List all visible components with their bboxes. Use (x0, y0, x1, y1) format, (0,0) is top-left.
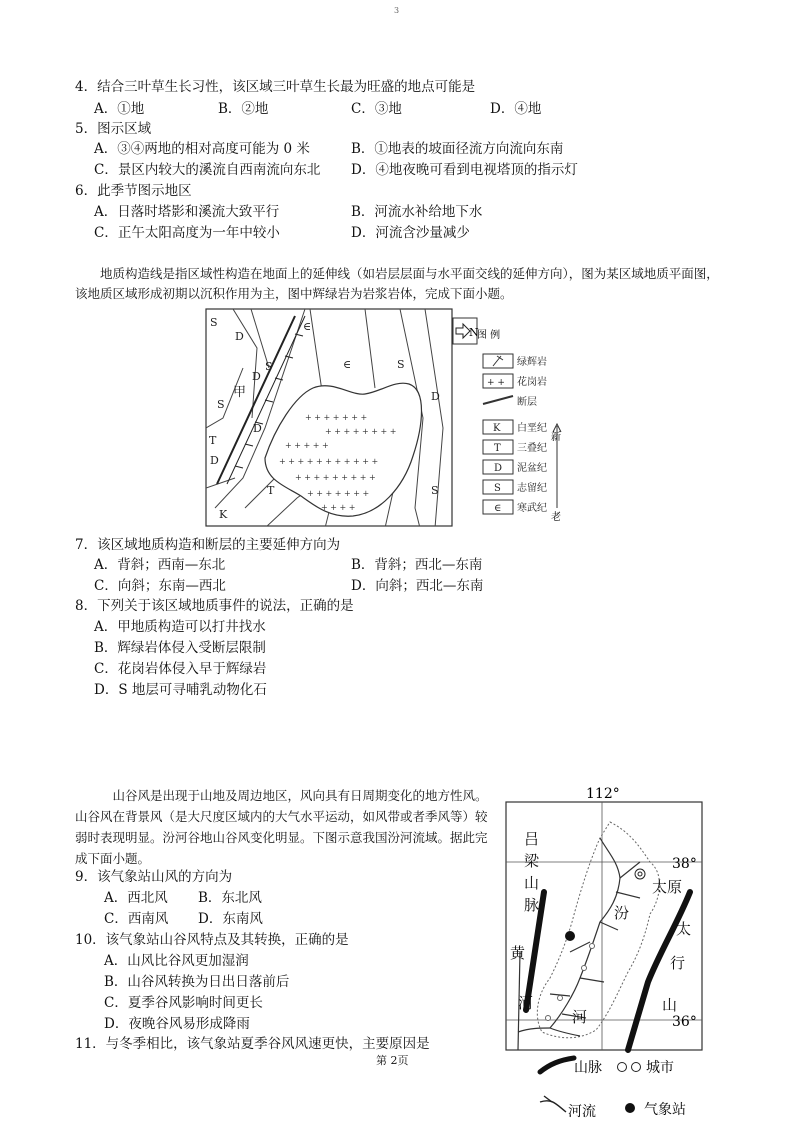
page-mark: 3 (394, 6, 400, 15)
label-s-4: S (217, 398, 225, 411)
lvliang-char-1: 吕 (524, 830, 540, 848)
legend-city: 城市 (646, 1060, 674, 1076)
age-new-label: 新 (551, 432, 561, 443)
q6-option-c: C．正午太阳高度为一年中较小 (94, 225, 280, 241)
lvliang-char-2: 梁 (524, 852, 540, 870)
label-t-1: T (209, 434, 217, 447)
legend-cambrian: 寒武纪 (517, 503, 547, 514)
legend-devonian: 泥盆纪 (517, 463, 547, 474)
lvliang-char-4: 脉 (524, 896, 540, 914)
q5-option-b: B．①地表的坡面径流方向流向东南 (351, 141, 564, 157)
legend-sym-s: S (494, 483, 501, 494)
svg-text:+ + + + +: + + + + + (285, 441, 329, 450)
age-old-label: 老 (551, 512, 561, 523)
lvliang-char-3: 山 (524, 874, 540, 892)
legend-silurian: 志留纪 (517, 483, 547, 494)
q11-stem: 11．与冬季相比，该气象站夏季谷风风速更快，主要原因是 (75, 1036, 430, 1052)
q9-stem: 9．该气象站山风的方向为 (75, 869, 233, 885)
svg-text:+ + + + + + +: + + + + + + + (305, 413, 368, 422)
label-d-1: D (235, 330, 244, 343)
fen-label: 汾 (614, 904, 630, 922)
q7-stem: 7．该区域地质构造和断层的主要延伸方向为 (75, 537, 341, 553)
q8-option-d: D．S 地层可寻哺乳动物化石 (94, 682, 267, 698)
svg-text:+ + + +: + + + + (321, 503, 356, 512)
legend-fault: 断层 (517, 397, 537, 408)
q8-option-a: A．甲地质构造可以打井找水 (94, 619, 266, 635)
svg-text:+ + + + + + +: + + + + + + + (307, 489, 370, 498)
page-number: 第 2页 (376, 1054, 409, 1067)
q9-option-a: A．西北风 (104, 890, 168, 906)
legend-mountain: 山脉 (574, 1060, 602, 1076)
svg-text:+ + + + + + + + + + +: + + + + + + + + + + + (279, 457, 379, 466)
q6-option-d: D．河流含沙量减少 (351, 225, 470, 241)
label-d-2: D (252, 370, 261, 383)
q5-option-a: A．③④两地的相对高度可能为 0 米 (94, 141, 310, 157)
q8-stem: 8．下列关于该区域地质事件的说法，正确的是 (75, 598, 354, 614)
valley-wind-passage: 山谷风是出现于山地及周边地区，风向具有日周期变化的地方性风。山谷风在背景风（是大尺度区域内的大气水平运动，如风带或者季风等）较弱时表现明显。汾河谷地山谷风变化明显。下图示意我国汾河流域。据此完成下面小题。 (75, 788, 488, 866)
geology-passage: 地质构造线是指区域性构造在地面上的延伸线（如岩层层面与水平面交线的延伸方向），图为某区域地质平面图，该地质区域形成初期以沉积作用为主，图中辉绿岩为岩浆岩体，完成下面小题。 (75, 266, 719, 301)
q7-option-c: C．向斜；东南—西北 (94, 578, 226, 594)
q7-option-a: A．背斜；西南—东北 (94, 557, 226, 573)
fenhe-he-label: 河 (572, 1008, 588, 1026)
label-s-3: S (397, 358, 405, 371)
label-s-2: S (265, 360, 273, 373)
q4-option-b: B．②地 (218, 101, 269, 117)
q8-option-b: B．辉绿岩体侵入受断层限制 (94, 640, 266, 656)
huanghe-he-label: 河 (518, 994, 534, 1012)
legend-sym-e: ∈ (494, 503, 502, 514)
q6-option-b: B．河流水补给地下水 (351, 204, 483, 220)
label-s-5: S (431, 484, 439, 497)
legend-river-icon (540, 1101, 566, 1112)
q10-option-a: A．山风比谷风更加湿润 (104, 953, 249, 969)
legend-mountain-icon (540, 1058, 574, 1072)
legend-sym-d: D (494, 463, 503, 474)
label-d-4: D (431, 390, 440, 403)
label-e-2: ∈ (343, 358, 352, 371)
svg-text:+ + + + + + + + +: + + + + + + + + + (295, 473, 376, 482)
q5-stem: 5．图示区域 (75, 121, 152, 137)
lat-label-38: 38° (672, 856, 697, 872)
svg-text:+ + + + + + + +: + + + + + + + + (325, 427, 397, 436)
q6-stem: 6．此季节图示地区 (75, 183, 192, 199)
q6-option-a: A．日落时塔影和溪流大致平行 (94, 204, 280, 220)
legend-granite: 花岗岩 (517, 377, 547, 388)
label-e-1: ∈ (303, 320, 312, 333)
shan-label: 山 (662, 996, 678, 1014)
q4-option-d: D．④地 (490, 101, 542, 117)
q10-stem: 10．该气象站山谷风特点及其转换，正确的是 (75, 932, 349, 948)
legend-triassic: 三叠纪 (517, 443, 547, 454)
legend-station: 气象站 (644, 1102, 686, 1118)
q4-option-a: A．①地 (94, 101, 145, 117)
q4-stem: 4．结合三叶草生长习性，该区域三叶草生长最为旺盛的地点可能是 (75, 79, 476, 95)
legend-city-icon (618, 1063, 627, 1072)
hang-label: 行 (670, 954, 686, 972)
q10-option-d: D．夜晚谷风易形成降雨 (104, 1016, 250, 1032)
q10-option-b: B．山谷风转换为日出日落前后 (104, 974, 290, 990)
q9-option-d: D．东南风 (198, 911, 263, 927)
weather-station-icon (565, 931, 575, 941)
tai-label: 太 (676, 920, 692, 938)
legend-sym-k: K (493, 423, 501, 434)
q5-option-c: C．景区内较大的溪流自西南流向东北 (94, 162, 321, 178)
label-d-3: D (253, 422, 262, 435)
q10-option-c: C．夏季谷风影响时间更长 (104, 995, 263, 1011)
north-label: N (469, 326, 479, 339)
huang-label: 黄 (510, 944, 526, 962)
label-k: K (219, 508, 228, 521)
taiyuan-label: 太原 (652, 878, 683, 896)
lat-label-36: 36° (672, 1014, 697, 1030)
label-d-5: D (210, 454, 219, 467)
q7-option-b: B．背斜；西北—东南 (351, 557, 483, 573)
label-t-2: T (267, 484, 275, 497)
fen-river-map (500, 782, 712, 1124)
legend-swatch-fault (483, 396, 513, 404)
legend-sym-t: T (494, 443, 501, 454)
legend-station-icon (625, 1103, 635, 1113)
geology-map (205, 308, 571, 530)
legend-river: 河流 (568, 1104, 596, 1120)
legend-diabase: 绿辉岩 (517, 357, 547, 368)
q5-option-d: D．④地夜晚可看到电视塔顶的指示灯 (351, 162, 578, 178)
label-s-1: S (210, 316, 218, 329)
lon-label-112: 112° (586, 786, 620, 802)
q4-option-c: C．③地 (351, 101, 402, 117)
q9-option-c: C．西南风 (104, 911, 169, 927)
svg-text:+ +: + + (487, 378, 505, 388)
label-jia: 甲 (233, 385, 247, 400)
q9-option-b: B．东北风 (198, 890, 262, 906)
legend-title: 图 例 (477, 330, 501, 341)
q7-option-d: D．向斜；西北—东南 (351, 578, 484, 594)
legend-cretaceous: 白垩纪 (517, 423, 547, 434)
q8-option-c: C．花岗岩体侵入早于辉绿岩 (94, 661, 267, 677)
